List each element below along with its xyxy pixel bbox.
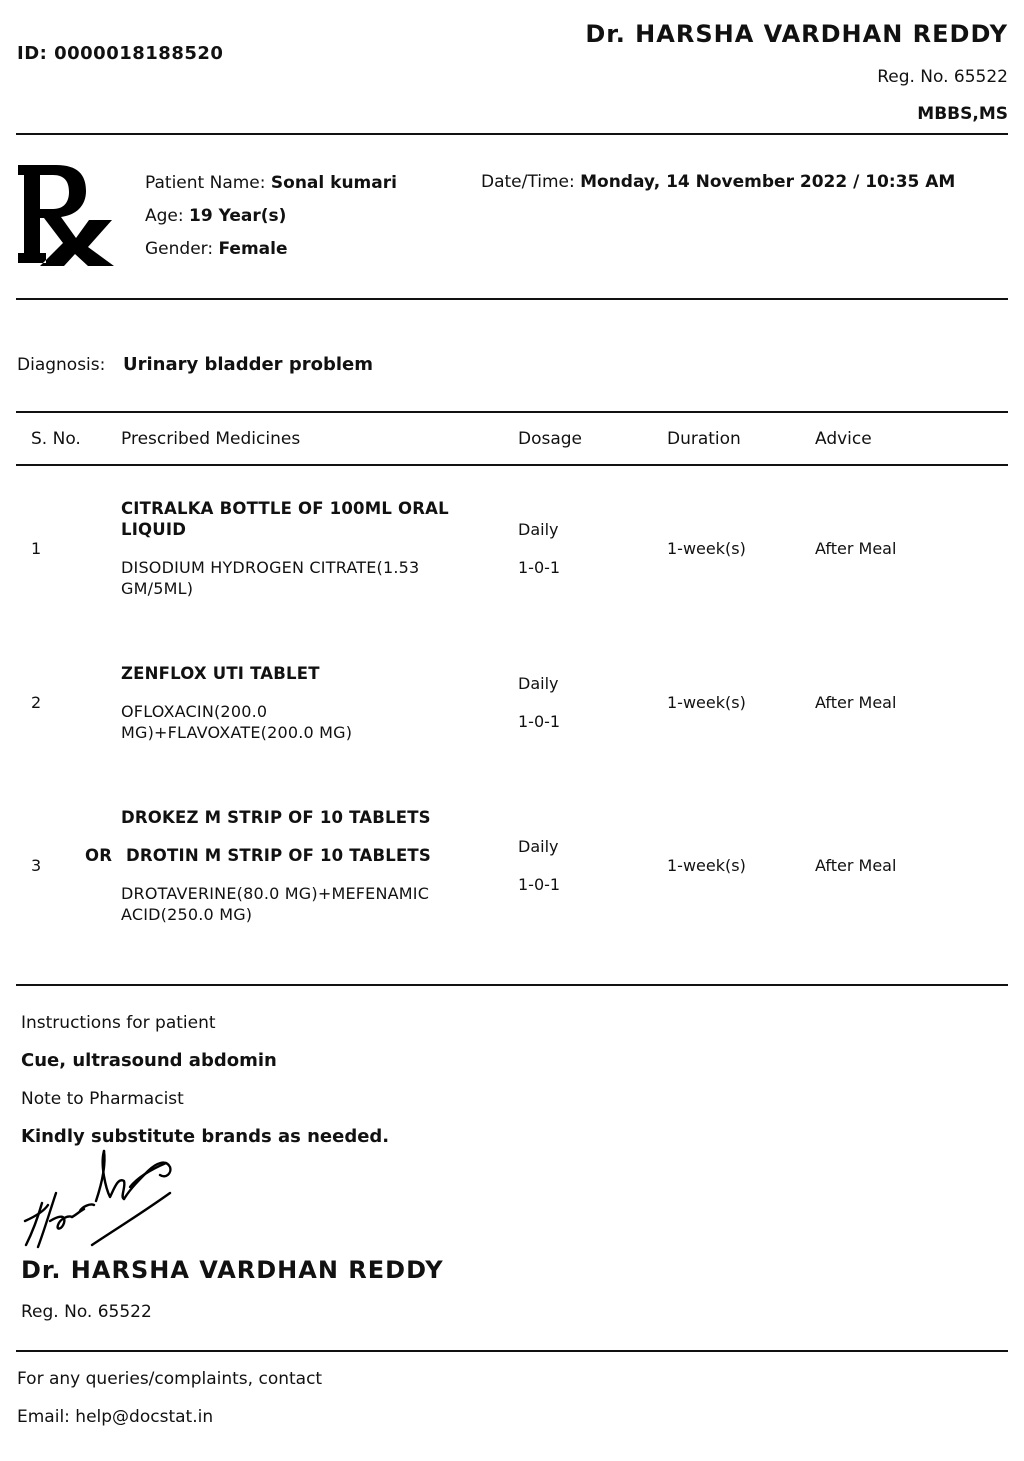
row-sno: 3 [31,856,42,875]
dosage-schedule: 1-0-1 [518,875,561,894]
patient-name-value: Sonal kumari [270,173,397,193]
col-header-medicines: Prescribed Medicines [121,429,301,449]
diagnosis-value: Urinary bladder problem [123,354,373,375]
doctor-reg-header: Reg. No. 65522 [877,67,1008,87]
duration: 1-week(s) [667,693,746,712]
prescription-id: ID: 0000018188520 [17,43,224,64]
patient-name-label: Patient Name: [145,173,266,193]
pharmacist-note-value: Kindly substitute brands as needed. [21,1126,390,1147]
diagnosis-label: Diagnosis: [17,355,106,375]
duration: 1-week(s) [667,539,746,558]
patient-age [145,206,286,226]
advice: After Meal [815,693,897,712]
table-bottom-divider [16,984,1008,986]
patient-gender-value: Female [218,239,288,259]
medicine-composition: DISODIUM HYDROGEN CITRATE(1.53 GM/5ML) [121,558,420,598]
dosage-schedule: 1-0-1 [518,558,561,577]
table-header-divider [16,464,1008,466]
queries-text: For any queries/complaints, contact [17,1369,323,1389]
patient-name [145,173,397,193]
row-sno: 2 [31,693,42,712]
col-header-dosage: Dosage [518,429,583,449]
col-header-sno: S. No. [31,429,81,449]
or-label: OR [85,846,113,865]
patient-age-label: Age: [145,206,184,226]
footer-divider [16,1350,1008,1352]
dosage-frequency: Daily [518,520,559,539]
patient-age-value: 19 Year(s) [189,206,287,226]
medicine-composition: DROTAVERINE(80.0 MG)+MEFENAMIC ACID(250.0 MG) [121,884,430,924]
doctor-signature [20,1145,180,1251]
advice: After Meal [815,539,897,558]
duration: 1-week(s) [667,856,746,875]
datetime-label: Date/Time: [481,172,575,192]
rx-icon [16,163,114,267]
col-header-duration: Duration [667,429,741,449]
prescription-datetime [481,172,955,192]
medicine-name: ZENFLOX UTI TABLET [121,664,320,683]
patient-divider [16,298,1008,300]
signature-doctor-name: Dr. HARSHA VARDHAN REDDY [21,1256,444,1284]
medicine-composition: OFLOXACIN(200.0 MG)+FLAVOXATE(200.0 MG) [121,702,353,742]
table-top-divider [16,411,1008,413]
patient-gender [145,239,287,259]
signature-reg-no: Reg. No. 65522 [21,1302,152,1322]
doctor-name-header: Dr. HARSHA VARDHAN REDDY [585,20,1008,48]
dosage-frequency: Daily [518,674,559,693]
dosage-frequency: Daily [518,837,559,856]
patient-gender-label: Gender: [145,239,214,259]
medicine-name: CITRALKA BOTTLE OF 100ML ORAL LIQUID [121,499,449,539]
support-email[interactable]: Email: help@docstat.in [17,1407,214,1427]
header-divider [16,133,1008,135]
instructions-value: Cue, ultrasound abdomin [21,1050,277,1071]
medicine-alternative: DROTIN M STRIP OF 10 TABLETS [126,846,431,865]
medicine-name: DROKEZ M STRIP OF 10 TABLETS [121,808,431,827]
datetime-value: Monday, 14 November 2022 / 10:35 AM [580,172,956,192]
pharmacist-note-label: Note to Pharmacist [21,1089,184,1109]
col-header-advice: Advice [815,429,872,449]
row-sno: 1 [31,539,42,558]
doctor-qualification: MBBS,MS [917,104,1008,124]
instructions-label: Instructions for patient [21,1013,216,1033]
dosage-schedule: 1-0-1 [518,712,561,731]
advice: After Meal [815,856,897,875]
